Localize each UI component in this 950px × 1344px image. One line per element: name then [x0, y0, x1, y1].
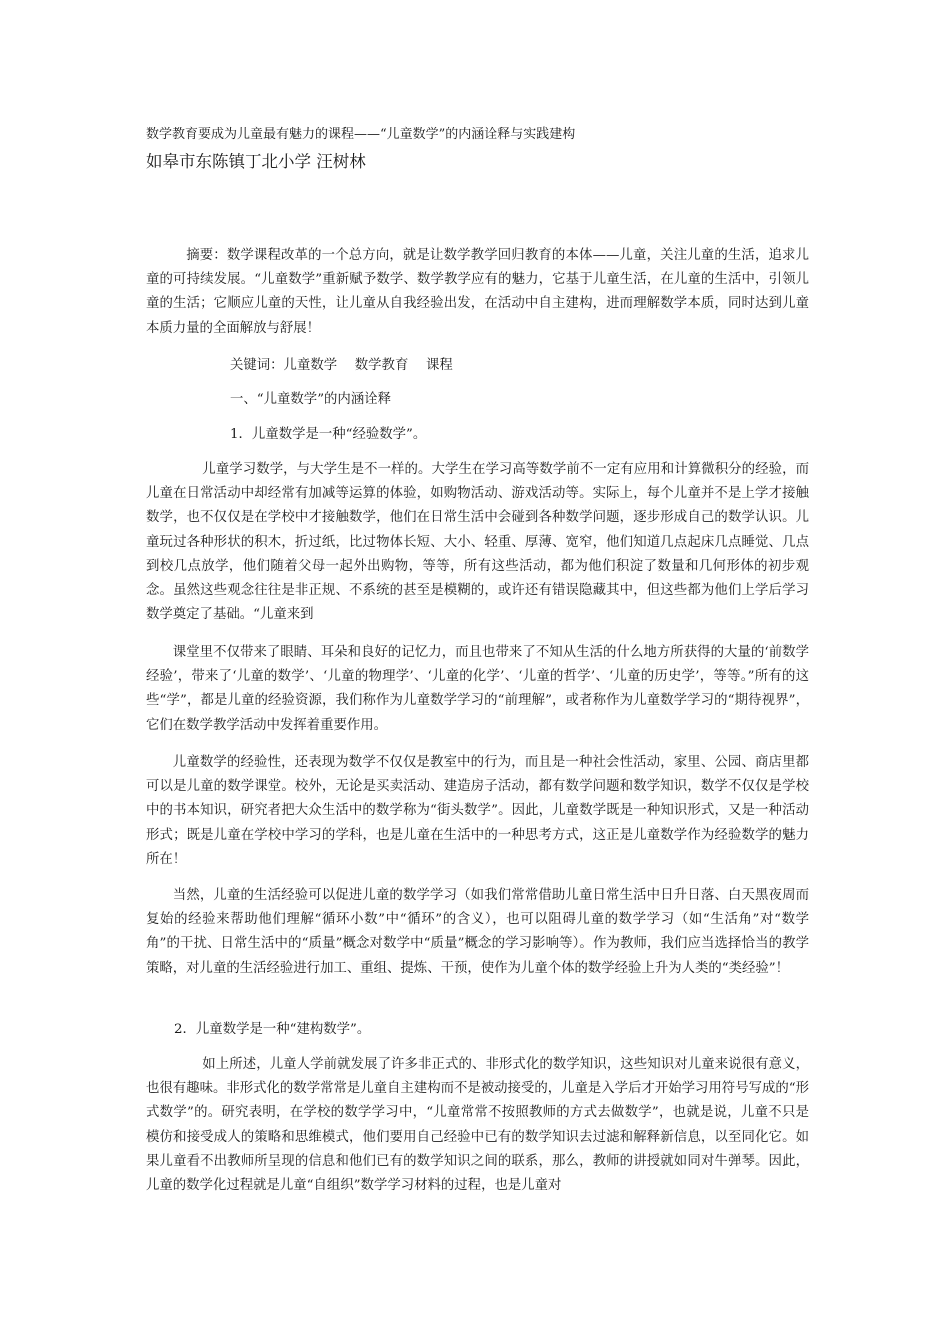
- body-paragraph-1: 儿童学习数学，与大学生是不一样的。大学生在学习高等数学前不一定有应用和计算微积分的经验，而儿童在日常活动中却经常有加减等运算的体验，如购物活动、游戏活动等。实际上，每个儿童并不是上学才接触数学，也不仅仅是在学校中才接触数学，他们在日常生活中会碰到各种数学问题，逐步形成自己的数学认识。儿童玩过各种形状的积木，折过纸，比过物体长短、大小、轻重、厚薄、宽窄，他们知道几点起床几点睡觉、几点到校几点放学，他们随着父母一起外出购物，等等，所有这些活动，都为他们积淀了数量和几何形体的初步观念。虽然这些观念往往是非正规、不系统的甚至是模糊的，或许还有错误隐藏其中，但这些都为他们上学后学习数学奠定了基础。“儿童来到: [146, 462, 809, 623]
- subsection-heading-1: 1．儿童数学是一种“经验数学”。: [230, 427, 427, 442]
- body-paragraph-4: 当然，儿童的生活经验可以促进儿童的数学学习（如我们常常借助儿童日常生活中日升日落、白天黑夜周而复始的经验来帮助他们理解“循环小数”中“循环”的含义），也可以阻碍儿童的数学学习（如“生活角”对“数学角”的干扰、日常生活中的“质量”概念对数学中“质量”概念的学习影响等）。作为教师，我们应当选择恰当的教学策略，对儿童的生活经验进行加工、重组、提炼、干预，使作为儿童个体的数学经验上升为人类的“类经验”！: [146, 888, 809, 976]
- document-author: 如皋市东陈镇丁北小学 汪树林: [146, 152, 366, 171]
- section-heading-1: 一、“儿童数学”的内涵诠释: [230, 392, 391, 407]
- body-paragraph-3: 儿童数学的经验性，还表现为数学不仅仅是教室中的行为，而且是一种社会性活动，家里、公园、商店里都可以是儿童的数学课堂。校外，无论是买卖活动、建造房子活动，都有数学问题和数学知识，数学不仅仅是学校中的书本知识，研究者把大众生活中的数学称为“街头数学”。因此，儿童数学既是一种知识形式，又是一种活动形式；既是儿童在学校中学习的学科，也是儿童在生活中的一种思考方式，这正是儿童数学作为经验数学的魅力所在！: [146, 755, 809, 867]
- subsection-heading-2: 2．儿童数学是一种“建构数学”。: [174, 1022, 371, 1037]
- body-paragraph-5: 如上所述，儿童人学前就发展了许多非正式的、非形式化的数学知识，这些知识对儿童来说很有意义，也很有趣味。非形式化的数学常常是儿童自主建构而不是被动接受的，儿童是入学后才开始学习用符号写成的“形式数学”的。研究表明，在学校的数学学习中，“儿童常常不按照教师的方式去做数学”，也就是说，儿童不只是模仿和接受成人的策略和思维模式，他们要用自己经验中已有的数学知识去过滤和解释新信息，以至同化它。如果儿童看不出教师所呈现的信息和他们已有的数学知识之间的联系，那么，教师的讲授就如同对牛弹琴。因此，儿童的数学化过程就是儿童“自组织”数学学习材料的过程，也是儿童对: [146, 1057, 809, 1194]
- document-title: 数学教育要成为儿童最有魅力的课程——“儿童数学”的内涵诠释与实践建构: [146, 127, 576, 142]
- body-paragraph-2: 课堂里不仅带来了眼睛、耳朵和良好的记忆力，而且也带来了不知从生活的什么地方所获得的大量的‘前数学经验’，带来了‘儿童的数学’、‘儿童的物理学’、‘儿童的化学’、‘儿童的哲学’、‘儿童的历史学’，等等。”所有的这些“学”，都是儿童的经验资源，我们称作为儿童数学学习的“前理解”，或者称作为儿童数学学习的“期待视界”，它们在数学教学活动中发挥着重要作用。: [146, 645, 809, 733]
- keywords-line: 关键词：儿童数学 数学教育 课程: [230, 358, 453, 373]
- abstract-paragraph: 摘要：数学课程改革的一个总方向，就是让数学教学回归教育的本体——儿童，关注儿童的生活，追求儿童的可持续发展。“儿童数学”重新赋予数学、数学教学应有的魅力，它基于儿童生活，在儿童的生活中，引领儿童的生活；它顺应儿童的天性，让儿童从自我经验出发，在活动中自主建构，进而理解数学本质，同时达到儿童本质力量的全面解放与舒展！: [146, 248, 809, 336]
